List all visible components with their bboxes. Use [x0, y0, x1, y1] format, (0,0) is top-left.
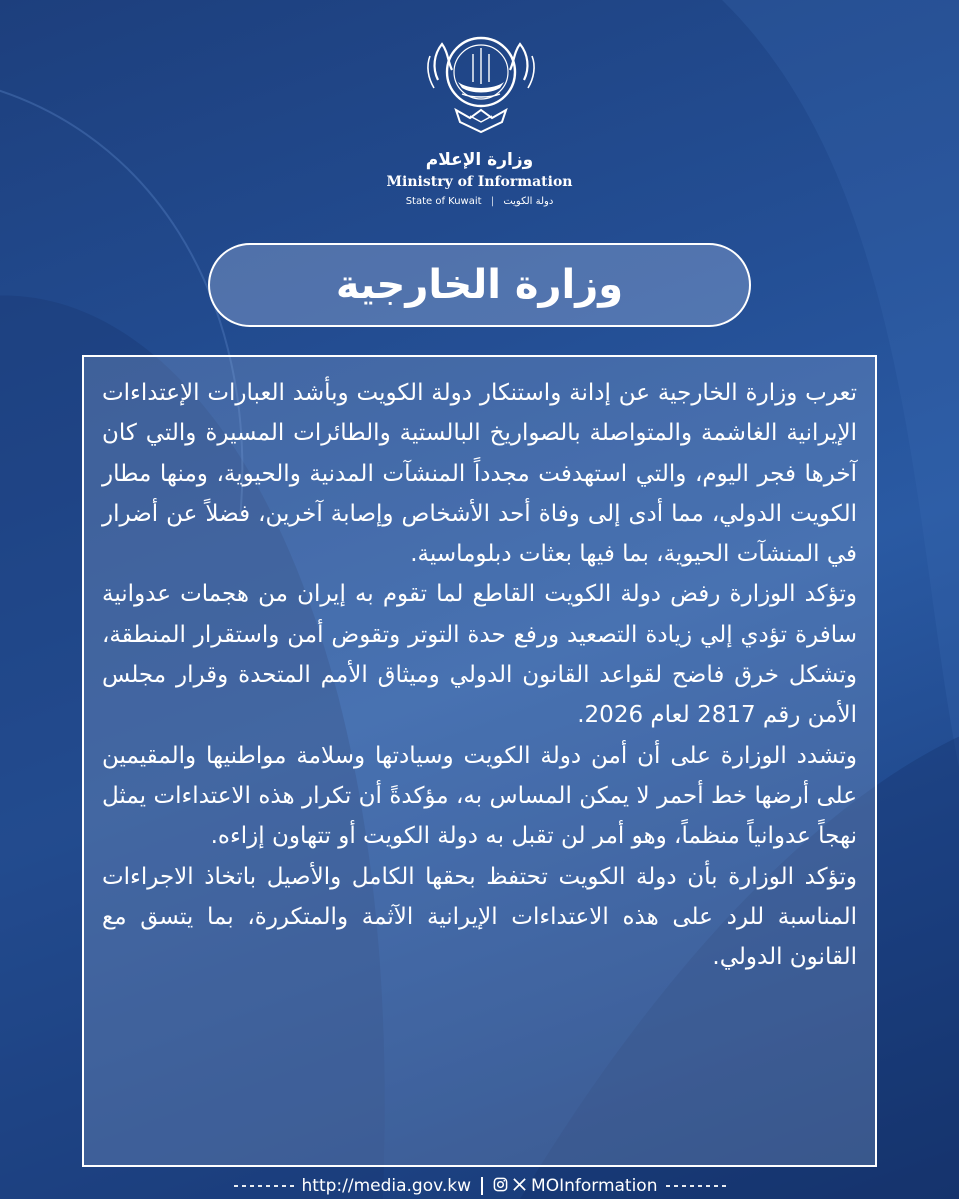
footer-divider [481, 1177, 483, 1195]
ministry-name-arabic: وزارة الإعلام [425, 150, 534, 170]
state-name-english: State of Kuwait [405, 196, 482, 207]
x-icon[interactable] [512, 1177, 527, 1196]
statement-text [102, 373, 857, 977]
ministry-name-english: Ministry of Information [386, 174, 573, 190]
website-link[interactable]: http://media.gov.kw [301, 1176, 472, 1196]
footer [0, 1173, 959, 1199]
statement-paragraph: وتؤكد الوزارة بأن دولة الكويت تحتفظ بحقها الكامل والأصيل باتخاذ الاجراءات المناسبة للرد على هذه الاعتداءات الإيرانية الآثمة والمتكررة، بما يتسق مع القانون الدولي. [102, 863, 857, 971]
footer-dots-right [666, 1185, 726, 1187]
statement-box [82, 355, 877, 1167]
instagram-icon[interactable] [493, 1177, 508, 1196]
statement-paragraph: تعرب وزارة الخارجية عن إدانة واستنكار دولة الكويت وبأشد العبارات الإعتداءات الإيرانية الغاشمة والمتواصلة بالصواريخ البالستية والطائرات المسيرة والتي كان آخرها فجر اليوم، والتي استهدفت مجدداً المنشآت المدنية والحيوية، ومنها مطار الكويت الدولي، مما أدى إلى وفاة أحد الأشخاص وإصابة آخرين، فضلاً عن أضرار في المنشآت الحيوية، بما فيها بعثات دبلوماسية. [102, 380, 857, 568]
statement-paragraph: وتشدد الوزارة على أن أمن دولة الكويت وسيادتها وسلامة مواطنيها والمقيمين على أرضها خط أحمر لا يمكن المساس به، مؤكدةً أن تكرار هذه الاعتداءات يمثل نهجاً عدوانياً منظماً، وهو أمر لن تقبل به دولة الكويت أو تتهاون إزاءه. [102, 742, 857, 850]
footer-dots-left [234, 1185, 294, 1187]
state-separator: | [490, 196, 495, 207]
statement-paragraph: وتؤكد الوزارة رفض دولة الكويت القاطع لما تقوم به إيران من هجمات عدوانية سافرة تؤدي إلي زيادة التصعيد ورفع حدة التوتر وتقوض أمن واستقرار المنطقة، وتشكل خرق فاضح لقواعد القانون الدولي وميثاق الأمم المتحدة وقرار مجلس الأمن رقم 2817 لعام 2026. [102, 581, 857, 729]
state-name-arabic: دولة الكويت [503, 196, 554, 207]
social-handle[interactable]: MOInformation [531, 1176, 658, 1196]
state-line [0, 196, 959, 208]
kuwait-emblem-logo [418, 18, 544, 144]
page-title: وزارة الخارجية [335, 262, 624, 308]
title-banner [208, 243, 751, 327]
